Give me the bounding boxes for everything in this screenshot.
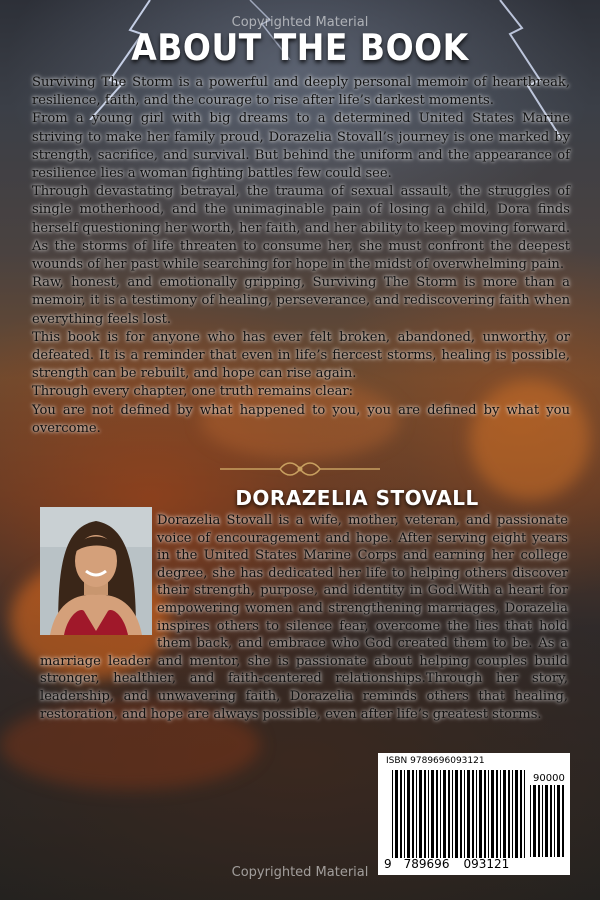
barcode-bar: [530, 785, 531, 857]
isbn-barcode: [378, 753, 570, 875]
barcode-bar: [503, 770, 506, 858]
isbn-digits: [384, 857, 530, 871]
barcode-bar: [431, 770, 434, 858]
barcode-bar: [488, 770, 489, 858]
barcode-bar: [496, 770, 498, 858]
watermark-top: Copyrighted Material: [231, 15, 369, 30]
watermark-bottom: Copyrighted Material: [231, 865, 369, 880]
barcode-bar: [395, 770, 398, 858]
barcode-bar: [512, 770, 513, 858]
author-name: DORAZELIA STOVALL: [235, 486, 479, 510]
barcode-bar: [515, 770, 518, 858]
about-paragraph: Surviving The Storm is a powerful and deeply personal memoir of heartbreak, resilience, faith, and the courage to rise after life’s darkest moments.: [32, 75, 570, 109]
barcode-bar: [542, 785, 543, 857]
isbn-label: ISBN 9789696093121: [386, 756, 485, 766]
barcode-bar: [407, 770, 410, 858]
barcode-bar: [476, 770, 477, 858]
barcode-bar: [533, 785, 536, 857]
barcode-bar: [436, 770, 438, 858]
barcode-bar: [491, 770, 494, 858]
about-text: [32, 74, 570, 438]
barcode-bar: [500, 770, 501, 858]
barcode-bar: [464, 770, 465, 858]
isbn-digit-group-right: 093121: [463, 857, 510, 871]
barcode-bar: [448, 770, 450, 858]
barcode-bar: [428, 770, 429, 858]
barcode-bar: [484, 770, 486, 858]
about-heading: ABOUT THE BOOK: [131, 26, 469, 69]
barcode-main-bars: [392, 770, 528, 858]
barcode-bar: [455, 770, 458, 858]
barcode-bar: [545, 785, 548, 857]
barcode-bar: [520, 770, 522, 858]
ornament-divider-icon: [220, 459, 380, 479]
barcode-bar: [416, 770, 417, 858]
barcode-bar: [392, 770, 393, 858]
isbn-digit-group-left: 789696: [403, 857, 450, 871]
barcode-bar: [550, 785, 552, 857]
barcode-bar: [538, 785, 540, 857]
barcode-bar: [524, 770, 525, 858]
barcode-bar: [472, 770, 474, 858]
about-paragraph: This book is for anyone who has ever felt broken, abandoned, unworthy, or defeated. It is a reminder that even in life’s fiercest storms, healing is possible, strength can be rebuilt, and hope can rise again.: [32, 329, 570, 382]
barcode-bar: [440, 770, 441, 858]
barcode-bar: [419, 770, 422, 858]
barcode-bar: [400, 770, 402, 858]
bio-photo-spacer: [40, 512, 157, 640]
barcode-bar: [467, 770, 470, 858]
barcode-bar: [424, 770, 426, 858]
barcode-bar: [404, 770, 405, 858]
isbn-digit-prefix: 9: [384, 857, 392, 871]
about-paragraph: Through every chapter, one truth remains clear:: [32, 384, 354, 400]
barcode-bar: [508, 770, 510, 858]
author-bio-text: Dorazelia Stovall is a wife, mother, veteran, and passionate voice of encouragement and hope. After serving eight years in the United States Marine Corps and earning her college degree, she has dedicated her life to helping others discover their strength, purpose, and identity in God.With a heart for empowering women and strengthening marriages, Dorazelia inspires others to silence fear, overcome the lies that hold them back, and embrace who God created them to be. As a marriage leader and mentor, she is passionate about helping couples build stronger, healthier, and faith-centered relationships.Through her story, leadership, and unwavering faith, Dorazelia reminds others that healing, restoration, and hope are always possible, even after life’s greatest storms.: [40, 513, 568, 722]
about-paragraph: Through devastating betrayal, the trauma of sexual assault, the struggles of single motherhood, and the unimaginable pain of losing a child, Dora finds herself questioning her worth, her faith, and her ability to keep moving forward. As the storms of life threaten to consume her, she must confront the deepest wounds of her past while searching for hope in the midst of overwhelming pain.: [32, 184, 570, 273]
barcode-bar: [479, 770, 482, 858]
about-paragraph: From a young girl with big dreams to a determined United States Marine striving to make her family proud, Dorazelia Stovall’s journey is one marked by strength, sacrifice, and survival. But behind the uniform and the appearance of resilience lies a woman fighting battles few could see.: [32, 111, 570, 182]
barcode-bar: [554, 785, 555, 857]
about-paragraph: You are not defined by what happened to you, you are defined by what you overcome.: [32, 402, 570, 436]
price-code: 90000: [533, 773, 565, 784]
barcode-bar: [460, 770, 462, 858]
barcode-bar: [412, 770, 414, 858]
barcode-bar: [557, 785, 560, 857]
about-paragraph: Raw, honest, and emotionally gripping, Surviving The Storm is more than a memoir, it is a testimony of healing, perseverance, and rediscovering faith when everything feels lost.: [32, 275, 570, 327]
barcode-addon-bars: [530, 785, 566, 857]
author-bio: [40, 512, 568, 723]
barcode-bar: [452, 770, 453, 858]
barcode-bar: [443, 770, 446, 858]
barcode-bar: [562, 785, 564, 857]
